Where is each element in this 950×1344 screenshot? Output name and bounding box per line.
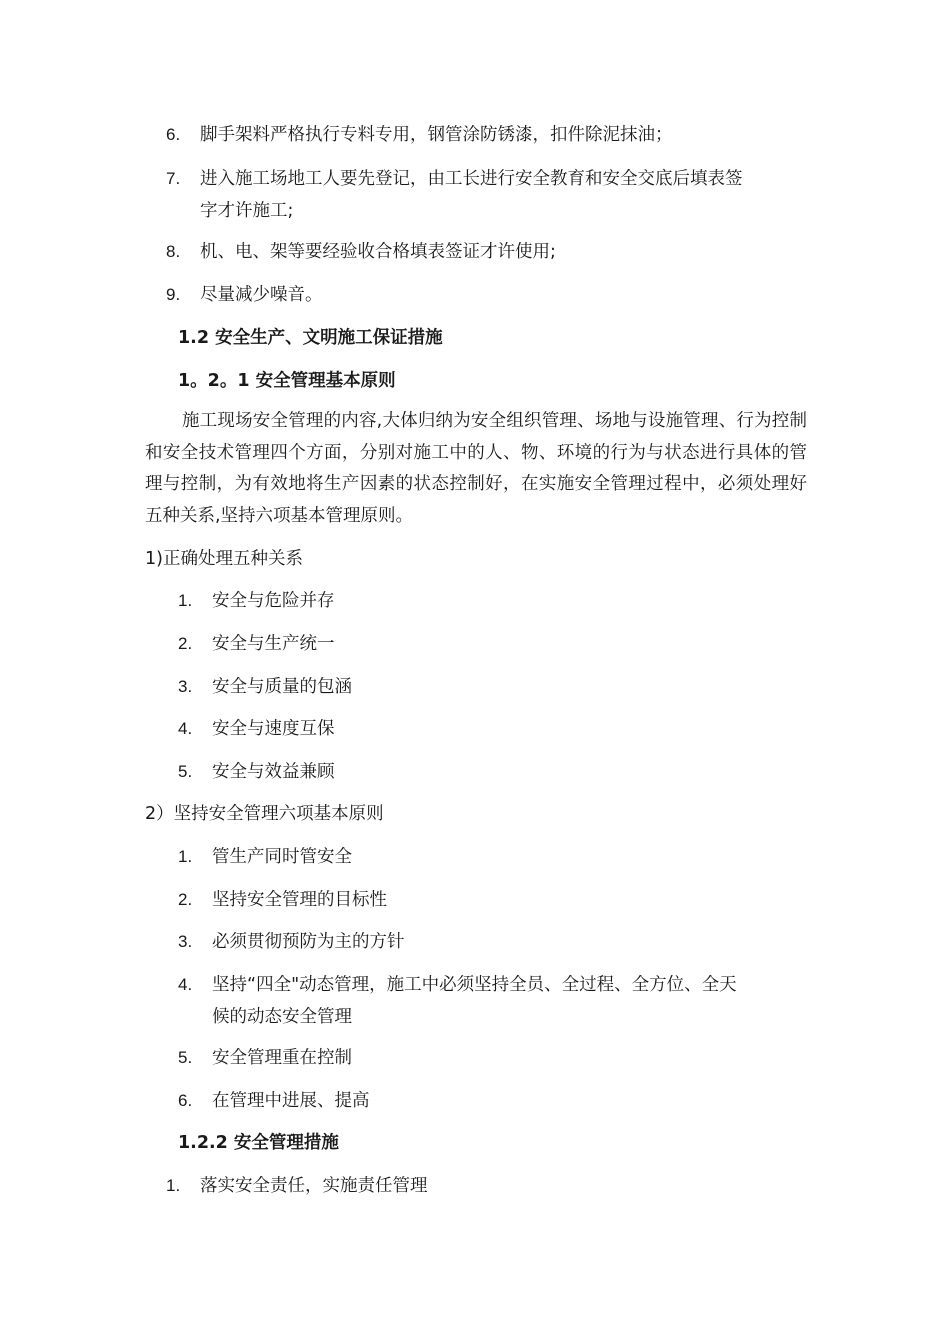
list-item-text: 进入施工场地工人要先登记，由工长进行安全教育和安全交底后填表签 bbox=[200, 169, 743, 189]
list-item-text: 在管理中进展、提高 bbox=[212, 1091, 370, 1111]
list-item-number: 4. bbox=[178, 719, 193, 738]
list-item-number: 1. bbox=[166, 1176, 181, 1195]
list-item-text: 安全与质量的包涵 bbox=[212, 677, 352, 697]
list-item-number: 6. bbox=[178, 1091, 193, 1110]
list-item-number: 8. bbox=[166, 242, 181, 261]
list-item-number: 6. bbox=[166, 125, 181, 144]
list-item-number: 1. bbox=[178, 591, 193, 610]
list-item-text: 安全管理重在控制 bbox=[212, 1048, 352, 1068]
list-item-text: 安全与速度互保 bbox=[212, 719, 335, 739]
subsection-heading: 1.2.2 安全管理措施 bbox=[178, 1133, 339, 1153]
list-item-text: 脚手架料严格执行专料专用，钢管涂防锈漆，扣件除泥抹油； bbox=[200, 125, 673, 145]
intro-paragraph: 施工现场安全管理的内容,大体归纳为安全组织管理、场地与设施管理、行为控制和安全技术管理四个方面，分别对施工中的人、物、环境的行为与状态进行具体的管理与控制，为有效地将生产因素的状态控制好，在实施安全管理过程中，必须处理好五种关系,坚持六项基本管理原则。 bbox=[145, 411, 807, 526]
list-item-text-continued: 字才许施工; bbox=[200, 201, 294, 221]
list-item-text-continued: 候的动态安全管理 bbox=[212, 1007, 352, 1027]
list-item-number: 2. bbox=[178, 634, 193, 653]
list-item-number: 5. bbox=[178, 762, 193, 781]
list-item-number: 2. bbox=[178, 890, 193, 909]
list-title: 1)正确处理五种关系 bbox=[145, 549, 303, 569]
list-item-text: 坚持“四全"动态管理，施工中必须坚持全员、全过程、全方位、全天 bbox=[212, 975, 737, 995]
section-heading: 1.2 安全生产、文明施工保证措施 bbox=[178, 328, 443, 348]
list-item-number: 3. bbox=[178, 677, 193, 696]
list-item-text: 安全与危险并存 bbox=[212, 591, 335, 611]
list-item-text: 机、电、架等要经验收合格填表签证才许使用; bbox=[200, 242, 556, 262]
list-item-number: 7. bbox=[166, 169, 181, 188]
list-item-number: 1. bbox=[178, 847, 193, 866]
subsection-heading: 1。2。1 安全管理基本原则 bbox=[178, 371, 396, 391]
list-title: 2）坚持安全管理六项基本原则 bbox=[145, 804, 384, 824]
list-item-text: 管生产同时管安全 bbox=[212, 847, 352, 867]
list-item-text: 尽量减少噪音。 bbox=[200, 285, 323, 305]
list-item-text: 安全与生产统一 bbox=[212, 634, 335, 654]
list-item-number: 9. bbox=[166, 285, 181, 304]
list-item-number: 4. bbox=[178, 975, 193, 994]
list-item-text: 安全与效益兼顾 bbox=[212, 762, 335, 782]
list-item-number: 5. bbox=[178, 1048, 193, 1067]
list-item-text: 必须贯彻预防为主的方针 bbox=[212, 932, 405, 952]
list-item-text: 落实安全责任，实施责任管理 bbox=[200, 1176, 428, 1196]
list-item-number: 3. bbox=[178, 932, 193, 951]
list-item-text: 坚持安全管理的目标性 bbox=[212, 890, 387, 910]
